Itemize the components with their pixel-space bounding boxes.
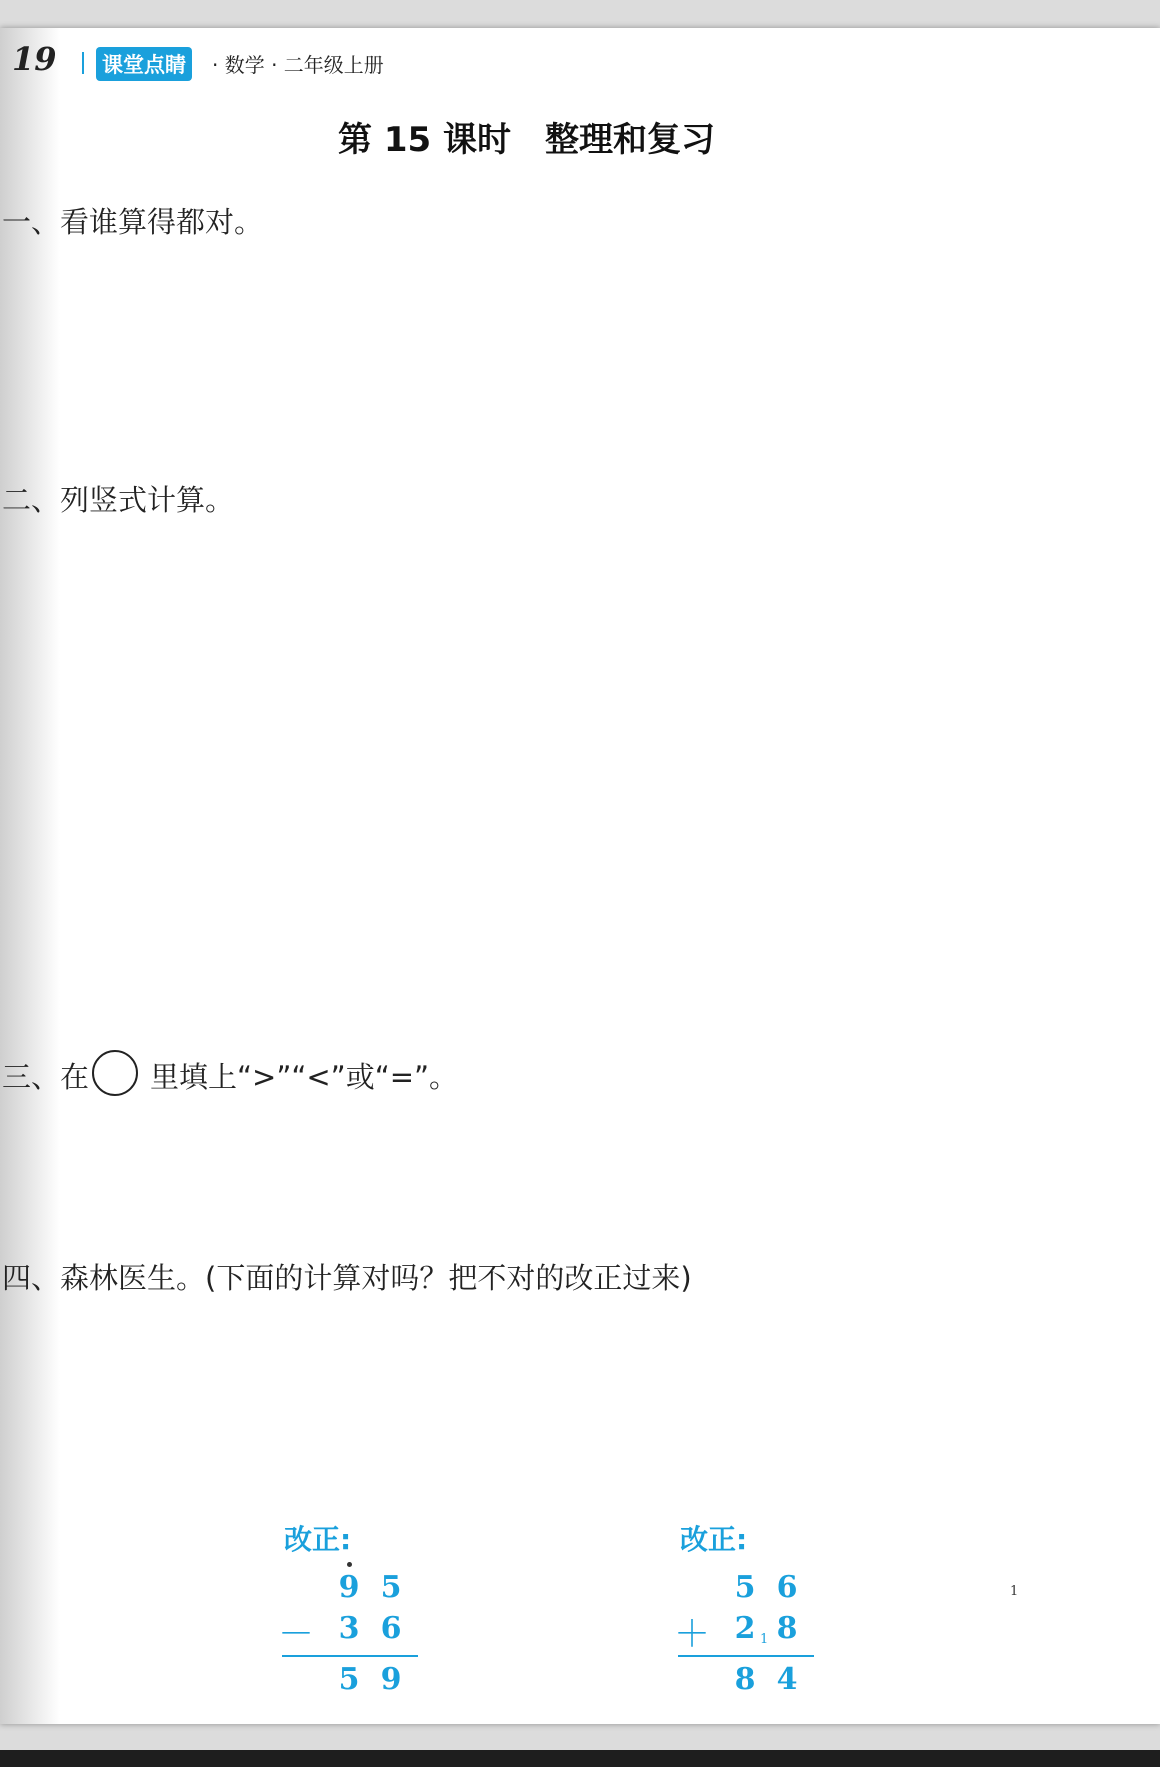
header-subtitle: · 数学 · 二年级上册: [212, 53, 384, 77]
work-line: [678, 1655, 814, 1657]
lesson-title: 第 15 课时 整理和复习: [338, 120, 715, 160]
section-2-heading: 二、列竖式计算。: [2, 483, 235, 517]
work-digit: 8: [734, 1662, 756, 1697]
bottom-bar: [0, 1750, 1160, 1767]
work-digit: 5: [338, 1662, 360, 1697]
operator-sign: ＋: [674, 1614, 711, 1655]
work-digit: 9: [338, 1570, 360, 1605]
work-digit: 5: [380, 1570, 402, 1605]
correction-label: 改正:: [284, 1523, 352, 1556]
section-3-heading-a: 三、在: [2, 1060, 90, 1094]
carry-mark: 1: [1010, 1584, 1019, 1599]
carry-mark: 1: [760, 1632, 769, 1647]
section-3-heading-b: 里填上“>”“<”或“=”。: [150, 1060, 459, 1094]
page-number: 19: [12, 40, 57, 78]
work-digit: 8: [776, 1611, 798, 1646]
header-divider: [82, 52, 84, 74]
operator-sign: －: [278, 1614, 315, 1655]
work-digit: 2: [734, 1611, 756, 1646]
work-digit: 4: [776, 1662, 798, 1697]
borrow-dot: [347, 1562, 352, 1567]
page-binding-shadow: [0, 28, 60, 1724]
brand-badge: 课堂点睛: [96, 47, 192, 81]
work-digit: 3: [338, 1611, 360, 1646]
correction-label: 改正:: [680, 1523, 748, 1556]
work-digit: 5: [734, 1570, 756, 1605]
work-digit: 6: [380, 1611, 402, 1646]
section-1-heading: 一、看谁算得都对。: [2, 205, 264, 239]
empty-circle-icon: [92, 1050, 138, 1096]
worksheet-page: [0, 28, 1160, 1724]
work-digit: 9: [380, 1662, 402, 1697]
work-line: [282, 1655, 418, 1657]
work-digit: 6: [776, 1570, 798, 1605]
section-4-heading: 四、森林医生。(下面的计算对吗？把不对的改正过来): [2, 1261, 692, 1295]
